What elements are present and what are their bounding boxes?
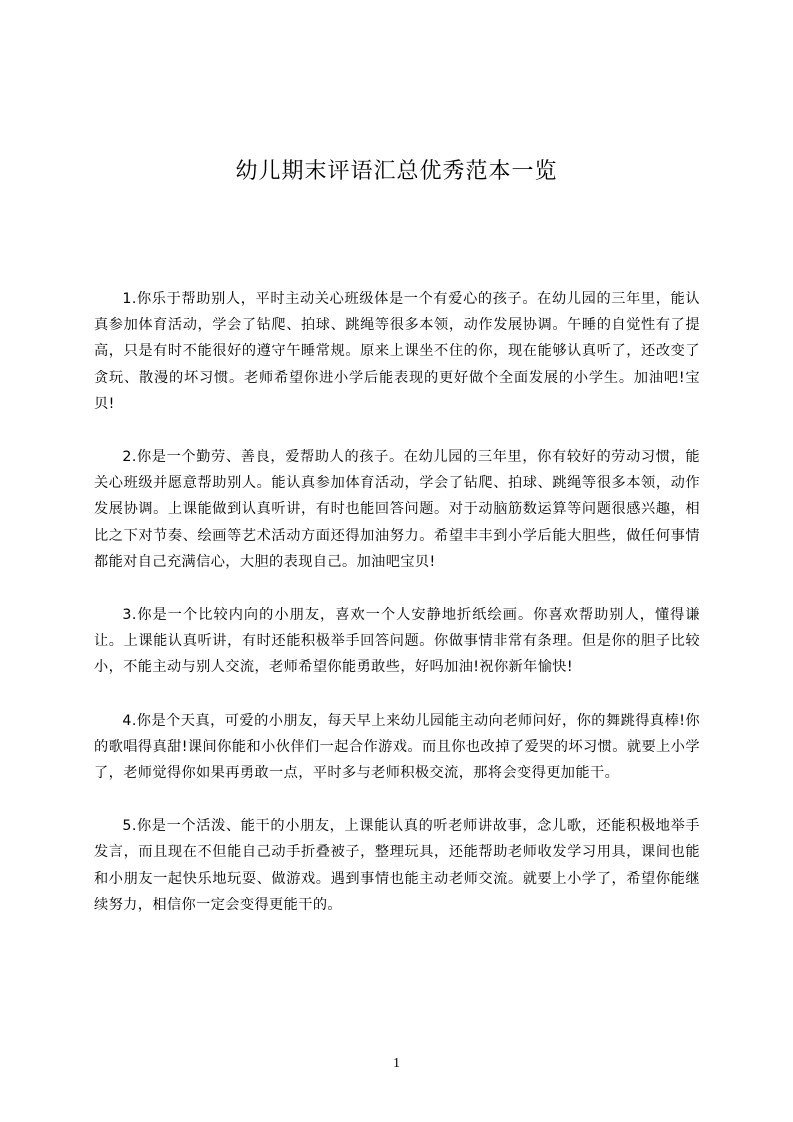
comment-paragraph-4: 4.你是个天真，可爱的小朋友，每天早上来幼儿园能主动向老师问好，你的舞跳得真棒!你的歌唱得真甜!课间你能和小伙伴们一起合作游戏。而且你也改掉了爱哭的坏习惯。就要上小学了，老师觉得你如果再勇敢一点，平时多与老师积极交流，那将会变得更加能干。 [94,712,700,782]
comment-paragraph-1: 1.你乐于帮助别人，平时主动关心班级体是一个有爱心的孩子。在幼儿园的三年里，能认真参加体育活动，学会了钻爬、拍球、跳绳等很多本领，动作发展协调。午睡的自觉性有了提高，只是有时不能很好的遵守午睡常规。原来上课坐不住的你，现在能够认真听了，还改变了贪玩、散漫的坏习惯。老师希望你进小学后能表现的更好做个全面发展的小学生。加油吧!宝贝! [94,291,700,412]
comment-paragraph-3: 3.你是一个比较内向的小朋友，喜欢一个人安静地折纸绘画。你喜欢帮助别人，懂得谦让。上课能认真听讲，有时还能积极举手回答问题。你做事情非常有条理。但是你的胆子比较小，不能主动与别人交流，老师希望你能勇敢些，好吗加油!祝你新年愉快! [94,607,700,676]
comment-paragraph-5: 5.你是一个活泼、能干的小朋友，上课能认真的听老师讲故事，念儿歌，还能积极地举手发言，而且现在不但能自己动手折叠被子，整理玩具，还能帮助老师收发学习用具，课间也能和小朋友一起快乐地玩耍、做游戏。遇到事情也能主动老师交流。就要上小学了，希望你能继续努力，相信你一定会变得更能干的。 [94,818,700,913]
comment-paragraph-2: 2.你是一个勤劳、善良，爱帮助人的孩子。在幼儿园的三年里，你有较好的劳动习惯，能关心班级并愿意帮助别人。能认真参加体育活动，学会了钻爬、拍球、跳绳等很多本领，动作发展协调。上课能做到认真听讲，有时也能回答问题。对于动脑筋数运算等问题很感兴趣，相比之下对节奏、绘画等艺术活动方面还得加油努力。希望丰丰到小学后能大胆些，做任何事情都能对自己充满信心，大胆的表现自己。加油吧宝贝! [94,449,700,570]
page-number: 1 [393,1056,400,1071]
document-title: 幼儿期末评语汇总优秀范本一览 [235,158,558,184]
document-body [94,286,700,945]
